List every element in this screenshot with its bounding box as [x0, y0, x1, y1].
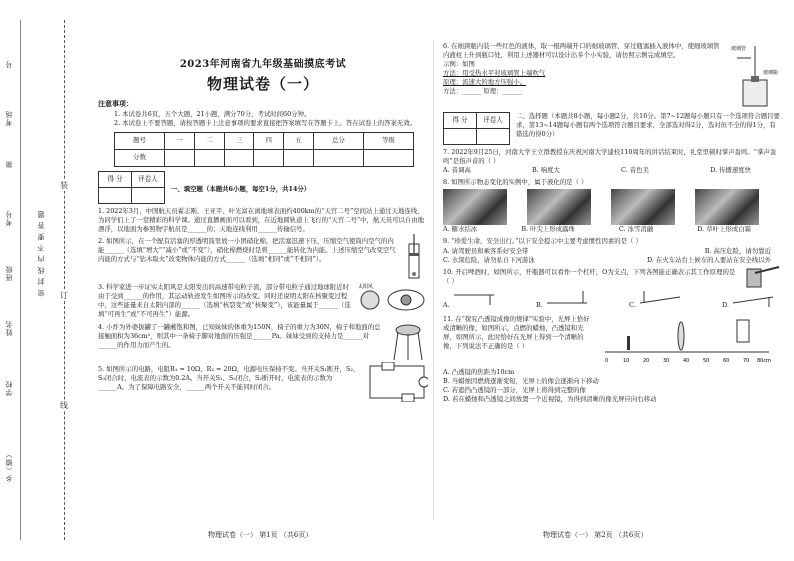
option: D. 草叶上形成白霜 [697, 225, 751, 234]
ruler-ticks [605, 358, 771, 364]
score-header: 三 [224, 132, 254, 149]
option: B. 响度大 [531, 166, 560, 175]
seal-warning: 密 封 线 内 不 要 答 题 [37, 210, 45, 297]
photo-c [611, 189, 675, 225]
section-1-title: 一、填空题（本题共6小题，每空1分，共14分） [171, 184, 311, 193]
tick-30: 30 [663, 357, 670, 364]
field-seat: 第 [5, 160, 13, 168]
question-6-stem: 6. 在细颈瓶内装一些红色的液体，取一根两端开口的细玻璃管，穿过瓶塞插入液体中，使细玻璃管内液柱上升到瓶口处，利用上述器材可以设计出多个小实验，请仿照示例完成填空。 [443, 42, 720, 60]
seal-word-1: 装 [60, 181, 68, 190]
lever-diagram-b [543, 289, 591, 307]
grader-name-label: 评卷人 [132, 171, 165, 187]
score-header: 四 [254, 132, 284, 149]
notice-heading: 注意事项： [98, 99, 133, 109]
lever-diagram-d [729, 289, 777, 307]
question-8-options [443, 225, 781, 234]
question-9: 9. “珍爱生命，安全出行。”以下安全提示中主要考虑惯性因素的是（ ） [443, 237, 642, 246]
score-cell [284, 149, 314, 166]
question-6-principle: 原理：流速大的地方压强小。 [443, 78, 527, 87]
score-header: 题号 [115, 132, 165, 149]
grader-cell [444, 129, 477, 145]
page-1 [98, 0, 428, 539]
question-8: 8. 如图所示物态变化的实例中，属于液化的是（ ） [443, 178, 588, 187]
field-name: 姓名 [5, 320, 13, 336]
lever-option-b [536, 289, 591, 310]
score-cell [363, 149, 413, 166]
exam-title: 2023年河南省九年级基础摸底考试 [179, 59, 347, 70]
grader-score-label: 得 分 [99, 171, 132, 187]
tick-50: 50 [703, 357, 710, 364]
notice-item: 1. 本试卷共6页，五个大题，21小题，满分70分，考试时间60分钟。 [114, 109, 311, 118]
photo-d [695, 189, 759, 225]
notice-block [98, 99, 428, 127]
solar-wind-figure [358, 280, 428, 320]
option-label: A. [443, 300, 450, 309]
seal-word-3: 线 [60, 401, 68, 410]
piston-cylinder-figure [400, 234, 428, 280]
grader-score-label: 得 分 [444, 113, 477, 129]
option-label: D. [722, 300, 729, 309]
question-6-blank: 方法：______ 原理：______ [443, 87, 522, 96]
question-2: 2. 如图所示，在一个配有活塞的厚透明筒里放一小团硝化棉，把活塞迅速下压，压缩空气使筒内空气的内能______（选填“增大”“减小”或“不变”），硝化棉燃烧时是将______能转化为内能。上述压缩空气改变空气内能的方式与“钻木取火”改变物体内能的方式______（选填“相同”或“不相同”）。 [98, 237, 396, 264]
score-header: 一 [165, 132, 195, 149]
question-3: 3. 科学家进一步证实太阳风是太阳发出的高速带电粒子流，部分带电粒子通过地球附近时由于受到______的作用，其运动轨迹发生如图所示的改变。同时还说明太阳在核聚变过程中，这些能量来自太阳内部的______（选填“核裂变”或“核聚变”），该能量属于______（选填“可再生”或“不可再生”）能源。 [98, 283, 351, 319]
question-9-options-row1 [443, 247, 781, 256]
seal-word-2: 订 [60, 291, 68, 300]
score-cell [194, 149, 224, 166]
bottle-label: 玻璃瓶 [763, 70, 779, 76]
tick-20: 20 [643, 357, 650, 364]
binding-margin [0, 0, 96, 561]
tube-label: 玻璃管 [731, 46, 747, 52]
score-row-label: 分数 [115, 149, 165, 166]
option-label: C. [629, 300, 636, 309]
question-6-example: 示例：如图 [443, 60, 475, 69]
lever-option-c [629, 289, 684, 310]
circuit-figure [366, 362, 428, 402]
score-header: 等级 [363, 132, 413, 149]
lever-option-d [722, 289, 777, 310]
option: D. 传播速度快 [710, 166, 751, 175]
tick-40: 40 [683, 357, 690, 364]
tick-80: 80cm [757, 357, 771, 364]
option: C. 冰雪消融 [618, 225, 654, 234]
score-cell [224, 149, 254, 166]
section-1-header [98, 171, 428, 204]
seal-line [64, 20, 65, 540]
option: C. 音色美 [621, 166, 649, 175]
page-1-footer: 物理试卷（一） 第1页 （共6页） [208, 531, 313, 539]
option: A. 请驾驶员和乘客系好安全带 [443, 246, 529, 255]
grader-cell [99, 187, 132, 203]
grader-name-label: 评卷人 [477, 113, 510, 129]
margin-rule [20, 20, 21, 540]
question-8-photos [443, 189, 781, 225]
question-9-options-row2 [443, 256, 781, 265]
bottle-figure [727, 42, 781, 108]
lever-diagram-c [636, 289, 684, 307]
grader-box [443, 112, 510, 145]
paper-title: 物理试卷（一） [206, 75, 319, 94]
bottle-opener-figure [745, 265, 781, 289]
field-exam-number: 考号 [5, 210, 13, 226]
question-7: 7. 2022年9月25日，河南大学王立群教授在庆祝河南大学建校110周年的讲话结束时，礼堂里顿时掌声轰鸣。“掌声轰鸣”是指声音的（ ） [443, 148, 777, 166]
question-10: 10. 开启啤酒时，如图所示，开瓶器可以看作一个杠杆，O为支点，下列各图能正确表示其工作原理的是（ ） [443, 267, 736, 285]
tick-60: 60 [723, 357, 730, 364]
section-2-header [443, 112, 781, 145]
question-7-options [443, 166, 781, 175]
score-header: 五 [284, 132, 314, 149]
option: B. 叶尖上形成露珠 [521, 225, 575, 234]
question-11-option-c: C. 若遮挡凸透镜的一部分，光屏上将得到完整的像 [443, 386, 586, 395]
option: B. 高压危险，请勿靠近 [704, 246, 771, 255]
photo-b [527, 189, 591, 225]
tick-70: 70 [743, 357, 750, 364]
option: C. 水深危险，请勿私自下河游泳 [443, 255, 535, 264]
question-11-option-b: B. 当蜡烛因燃烧逐渐变短，光屏上的像会逐渐向下移动 [443, 376, 599, 385]
question-1: 1. 2022年3月，中国航天员翟志刚、王亚平、叶光富在离地球表面约400km的“天宫二号”空间站上通过天地连线，为同学们上了一堂精彩的科学课。通过直播画面可以看到，在近地圆轨道上飞行的“天宫二号”中，航天员可以自由地漂浮，以地面为参照物宇航员是______的；天地连线利用______传输信号。 [98, 206, 425, 233]
option: A. 糖水结冰 [443, 225, 478, 234]
page-2-footer: 物理试卷（一） 第2页 （共6页） [543, 531, 648, 539]
field-school: 学校 [5, 380, 13, 396]
question-6-method: 方法：用受热水平对玻璃管上端吹气 [443, 69, 546, 78]
lever-option-a [443, 289, 498, 310]
question-10-options [443, 289, 781, 310]
lever-diagram-a [450, 289, 498, 307]
tick-0: 0 [605, 357, 609, 364]
score-cell [313, 149, 363, 166]
optical-bench-figure [597, 312, 777, 368]
page-divider [433, 40, 434, 520]
tick-10: 10 [623, 357, 630, 364]
question-5: 5. 如图所示的电路，电阻R₁ = 10Ω，R₂ = 20Ω，电源电压保持不变。当开关S₁断开，S₂、S₃闭合时，电流表的示数为0.2A。当开关S₁、S₃闭合，S₂断开时，电流表的示数为______A。为了保障电路安全，______两个开关不能同时闭合。 [98, 365, 360, 392]
grader-cell [477, 129, 510, 145]
stool-figure [388, 320, 428, 362]
grader-cell [132, 187, 165, 203]
score-header: 二 [194, 132, 224, 149]
score-cell [165, 149, 195, 166]
field-room-no: 号 [5, 60, 13, 68]
grader-box [98, 171, 165, 204]
section-2-title: 二、选择题（本题共8小题，每小题2分，共16分。第7~12题每小题只有一个选项符合题目要求，第13~14题每小题有两个选项符合题目要求，全部选对得2分，选对但不全的得1分，有错选的得0分） [516, 112, 780, 139]
notice-item: 2. 本试卷上不要答题，请按答题卡上注意事项的要求直接把答案填写在答题卡上。答在试卷上的答案无效。 [114, 118, 417, 127]
page-2 [443, 42, 781, 539]
solar-wind-label: 太阳风 [358, 284, 374, 291]
option: A. 音调高 [443, 166, 471, 175]
photo-a [443, 189, 507, 225]
score-cell [254, 149, 284, 166]
field-exam-room: 考场 [5, 110, 13, 126]
question-11-option-d: D. 若在蜡烛和凸透镜之间放置一个近视镜，为得到清晰的像光屏应向右移动 [443, 395, 657, 404]
question-4: 4. 小炸为外婆拔罐了一罐蘸饱和图，已知妹妹的体重为150N，椅子的重力为30N，椅子和地面的总接触面积为36cm²，则其中一条椅子脚对地面的压强是______Pa。妹妹受到的支持力是______对______的作用力而产生的。 [98, 323, 381, 350]
option: D. 在火车站台上候车的人要站在安全线以外 [647, 255, 771, 264]
question-11-option-a: A. 凸透镜的焦距为10cm [443, 367, 515, 376]
option-label: B. [535, 300, 543, 309]
score-header: 总分 [313, 132, 363, 149]
question-11: 11. 在“探究凸透镜成像的规律”实验中，光屏上恰好成清晰的像，如图所示，点燃的蜡烛、凸透镜和光屏，如图所示，此时恰好在光屏上得到一个清晰的像，下列说法不正确的是（ ） [443, 314, 590, 351]
score-table [114, 132, 414, 167]
field-township: 乡（镇） [5, 450, 13, 482]
field-class: 班级 [5, 265, 13, 281]
